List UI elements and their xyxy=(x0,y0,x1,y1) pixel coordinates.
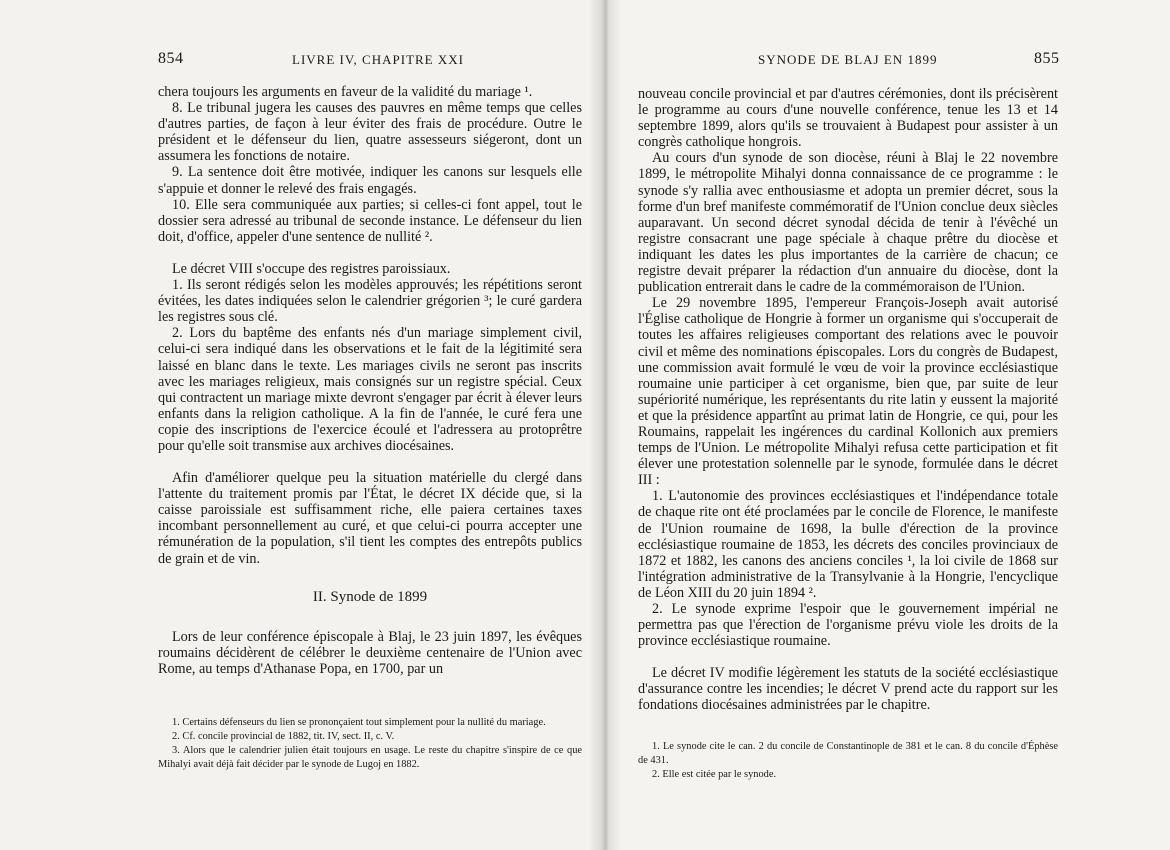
right-running-title: SYNODE DE BLAJ EN 1899 xyxy=(758,52,938,67)
paragraph: 9. La sentence doit être motivée, indiquer les canons sur lesquels elle s'appuie et donner le relevé des frais engagés. xyxy=(158,164,582,197)
paragraph: Lors de leur conférence épiscopale à Blaj, le 23 juin 1897, les évêques roumains décidèrent de célébrer le deuxième centenaire de l'Union avec Rome, au temps d'Athanase Popa, en 1700, par un xyxy=(158,628,582,677)
footnote: 1. Le synode cite le can. 2 du concile de Constantinople de 381 et le can. 8 du concile d'Éphèse de 431. xyxy=(638,741,1058,766)
footnote: 2. Elle est citée par le synode. xyxy=(652,769,777,780)
left-body-text xyxy=(158,84,582,677)
paragraph: 2. Lors du baptême des enfants nés d'un mariage simplement civil, celui-ci sera indiqué dans les observations et le fait de la légitimité sera laissé en blanc dans le texte. Les mariages civils ne seront pas inscrits avec les mariages religieux, mais consignés sur un registre spécial. Ceux qui contractent un mariage mixte devront s'engager par écrit à élever leurs enfants dans la religion catholique. A la fin de l'année, le curé fera une copie des inscriptions de l'exercice écoulé et l'adressera au protoprêtre pour qu'elle soit transmise aux archives diocésaines. xyxy=(158,325,582,454)
paragraph: nouveau concile provincial et par d'autres cérémonies, dont ils précisèrent le programme au cours d'une nouvelle conférence, tenue les 13 et 14 septembre 1899, alors qu'ils se trouvaient à Budapest pour assister à un congrès catholique hongrois. xyxy=(638,86,1058,151)
section-heading: II. Synode de 1899 xyxy=(312,588,428,605)
paragraph: Le décret VIII s'occupe des registres paroissiaux. xyxy=(172,260,451,277)
left-page-number: 854 xyxy=(158,50,184,67)
paragraph: Le 29 novembre 1895, l'empereur François-Joseph avait autorisé l'Église catholique de Hongrie à former un organisme qui s'occuperait de toutes les affaires religieuses comportant des relations avec le pouvoir civil et même des nominations épiscopales. Lors du congrès de Budapest, une commission avait formulé le vœu de voir la province ecclésiastique roumaine unie participer à cet organisme, bien que, par suite de leur supériorité numérique, les représentants du rite latin y eussent la majorité et que la présidence appartînt au primat latin de Hongrie, ce qui, pour les Roumains, rappelait les ingérences du cardinal Kollonich aux premiers temps de l'Union. Le métropolite Mihalyi refusa cette participation et fit élever une protestation solennelle par le synode, formulée dans le décret III : xyxy=(638,295,1058,489)
paragraph: 10. Elle sera communiquée aux parties; si celles-ci font appel, tout le dossier sera adressé au tribunal de seconde instance. Le défenseur du lien doit, d'office, appeler d'une sentence de nullité ². xyxy=(158,196,582,245)
footnote: 3. Alors que le calendrier julien était toujours en usage. Le reste du chapitre s'inspire de ce que Mihalyi avait déjà fait décider par le synode de Lugoj en 1882. xyxy=(158,745,582,770)
paragraph: 1. Ils seront rédigés selon les modèles approuvés; les répétitions seront évitées, les dates indiquées selon le calendrier grégorien ³; le curé gardera les registres sous clé. xyxy=(158,277,582,326)
paragraph: Afin d'améliorer quelque peu la situation matérielle du clergé dans l'attente du traitement promis par l'État, le décret IX décide que, si la caisse paroissiale est suffisamment riche, elle paiera certaines taxes incombant personnellement au curé, et que celui-ci pourra accepter une rémunération de la population, s'il tient les comptes des entrepôts publics de grain et de vin. xyxy=(158,470,582,567)
paragraph: Au cours d'un synode de son diocèse, réuni à Blaj le 22 novembre 1899, le métropolite Mihalyi donna connaissance de ce programme : le synode s'y rallia avec enthousiasme et adopta un premier décret, sous la forme d'un bref manifeste commémoratif de l'Union conclue deux siècles auparavant. Un second décret synodal décida de tenir à l'évêché un registre consacrant une page spéciale à chaque prêtre du diocèse et indiquant les dates les plus importantes de la carrière de chacun; ce registre devait préparer la rédaction d'un annuaire du diocèse, dont la publication entrerait dans le cadre de la commémoraison de l'Union. xyxy=(638,150,1058,296)
right-body-text xyxy=(638,86,1058,714)
paragraph: chera toujours les arguments en faveur de la validité du mariage ¹. xyxy=(158,84,533,100)
right-page xyxy=(606,0,1170,850)
paragraph: 1. L'autonomie des provinces ecclésiastiques et l'indépendance totale de chaque rite ont été proclamées par le concile de Florence, le manifeste de l'Union roumaine de 1698, la bulle d'érection de la province ecclésiastique roumaine de 1853, les décrets des conciles provinciaux de 1872 et 1882, les canons des anciens conciles ¹, la loi civile de 1868 sur l'intégration administrative de la Transylvanie à la Hongrie, l'encyclique de Léon XIII du 20 juin 1894 ². xyxy=(638,488,1058,601)
paragraph: Le décret IV modifie légèrement les statuts de la société ecclésiastique d'assurance contre les incendies; le décret V prend acte du rapport sur les fondations diocésaines administrées par le chapitre. xyxy=(638,665,1058,714)
left-running-title: LIVRE IV, CHAPITRE XXI xyxy=(292,52,464,67)
right-page-number: 855 xyxy=(1034,50,1060,67)
left-footnotes xyxy=(158,716,582,772)
paragraph: 2. Le synode exprime l'espoir que le gouvernement impérial ne permettra pas que l'érection de l'organisme prévu viole les droits de la province ecclésiastique roumaine. xyxy=(638,601,1058,650)
paragraph: 8. Le tribunal jugera les causes des pauvres en même temps que celles d'autres parties, de façon à leur éviter des frais de procédure. Outre le président et le défenseur du lien, quatre assesseurs siégeront, dont un assumera les fonctions de notaire. xyxy=(158,100,582,165)
book-gutter-shadow xyxy=(588,0,622,850)
footnote: 2. Cf. concile provincial de 1882, tit. IV, sect. II, c. V. xyxy=(172,731,395,742)
footnote: 1. Certains défenseurs du lien se prononçaient tout simplement pour la nullité du mariage. xyxy=(172,717,546,728)
right-footnotes xyxy=(638,740,1058,782)
